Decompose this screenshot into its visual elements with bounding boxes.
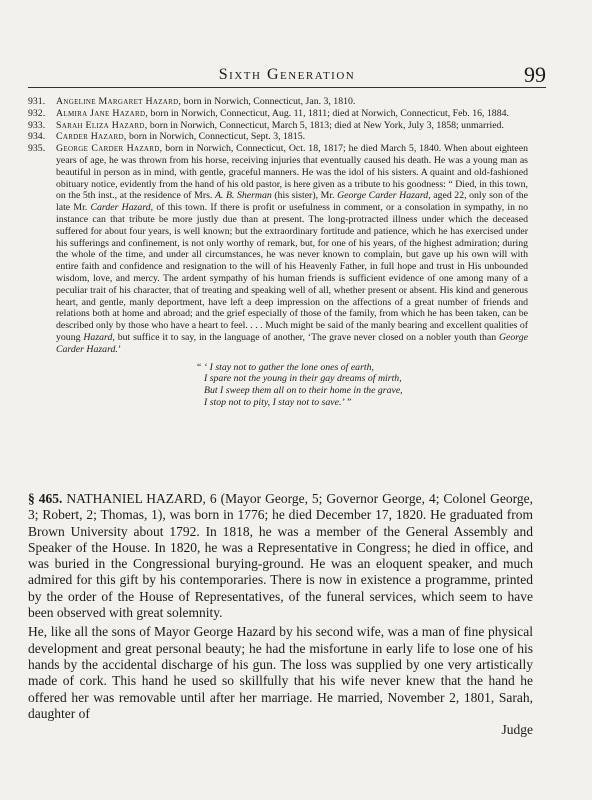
section-465: [28, 491, 533, 738]
entry-text: born in Norwich, Connecticut, Aug. 11, 1811; died at Norwich, Connecticut, Feb. 16, 1884.: [148, 107, 509, 119]
entry-text: born in Norwich, Connecticut, Oct. 18, 1817; he died March 5, 1840. When about eighteen years of age, he was thrown from his horse, receiving injuries that eventually caused his death. He was a young man as beautiful in person as in mind, with gentle, graceful manners. He was the idol of his sisters. A quaint and old-fashioned obituary notice, evidently from the hand of his old pastor, is here given as a tribute to his goodness:: [56, 143, 528, 190]
poem-line: I stop not to pity, I stay not to save.’ ”: [204, 396, 352, 408]
obit-text: but suffice it to say, in the language of another, ‘The grave never closed on a nobler youth than: [114, 331, 499, 343]
entry-number: 934.: [28, 131, 46, 143]
obit-text: aged 22, only son of the late Mr.: [56, 190, 528, 214]
entry-number: 935.: [28, 143, 46, 155]
obituary-quote: [56, 179, 528, 355]
entry-name: Sarah Eliza Hazard,: [56, 119, 148, 131]
running-title: [28, 66, 546, 84]
genealogy-entries: [28, 96, 528, 409]
obit-italic: A. B. Sherman: [214, 190, 272, 202]
poem-line: “ ‘ I stay not to gather the lone ones of earth,: [196, 361, 374, 373]
entry-934: [28, 131, 528, 143]
entry-935: [28, 143, 528, 409]
entry-name: Carder Hazard,: [56, 131, 127, 143]
running-header: [28, 62, 546, 90]
catchword: Judge: [501, 722, 533, 738]
entry-933: [28, 120, 528, 132]
entry-931: [28, 96, 528, 108]
poem-line: I spare not the young in their gay dreams of mirth,: [204, 373, 402, 385]
obit-text: “ Died, in this town, on the 5th inst., at the residence of Mrs.: [56, 178, 528, 202]
title-initial-2: G: [266, 66, 281, 83]
obit-text: ’: [117, 343, 122, 355]
entry-name: George Carder Hazard,: [56, 143, 163, 155]
title-part-2: eneration: [280, 66, 356, 83]
entry-text: born in Norwich, Connecticut, Sept. 3, 1815.: [126, 131, 306, 143]
entry-text: born in Norwich, Connecticut, March 5, 1813; died at New York, July 3, 1858; unmarried.: [147, 119, 504, 131]
section-name: NATHANIEL HAZARD,: [62, 491, 206, 506]
obit-text: of this town. If there is profit or usefulness in comment, or a consolation in sympathy, in no instance can that tribute be more justly due than at present. The long-protracted illness under which the deceased suffered for about four years, is well known; but the extraordinary fortitude and patience, which he has exercised under his sufferings and confinement, is not only worthy of remark, but, for one of his years, of the highest admiration; during the whole of the time, and under all circumstances, he was never known to complain, but gave up his own will with entire faith and confidence and resignation to the will of his Heavenly Father, in full hope and trust in His unbounded wisdom, love, and mercy. The ardent sympathy of his human friends is sufficient evidence of one among many of a peculiar trait of his character, that of treating and speaking well of all, whether present or absent. His kind and generous heart, and gentle, manly deportment, have left a deep impression on the affections of a great number of friends and relations both at home and abroad; and the grief especially of those of the family, from which he has been taken, can be described only by those who have a heart to feel. . . . Much might be said of the manly bearing and excellent qualities of young: [56, 202, 528, 343]
page-number: 99: [524, 62, 546, 87]
header-rule: [28, 87, 546, 88]
obit-text: (his sister), Mr.: [271, 190, 338, 202]
entry-number: 931.: [28, 96, 46, 107]
section-paragraph: [28, 491, 533, 621]
entry-number: 932.: [28, 107, 46, 119]
section-text: 6 (Mayor George, 5; Governor George, 4; Colonel George, 3; Robert, 2; Thomas, 1), was born in 1776; he died December 17, 1820. He graduated from Brown University about 1792. In 1818, he was a member of the General Assembly and Speaker of the House. In 1820, he was a Representative in Congress; he died in office, and was buried in the Congressional burying-ground. He was an eloquent speaker, and much admired for this gift by his contemporaries. There is now in existence a programme, printed by the order of the House of Representatives, of the funeral services, which seem to have been observed with great solemnity.: [28, 491, 533, 621]
entry-text: born in Norwich, Connecticut, Jan. 3, 1810.: [181, 96, 356, 107]
obit-italic: George Carder Hazard.: [56, 331, 528, 355]
title-initial: S: [218, 66, 230, 83]
poem-line: But I sweep them all on to their home in the grave,: [204, 385, 403, 397]
title-part: ixth: [229, 66, 267, 83]
obit-italic: George Carder Hazard,: [337, 190, 431, 202]
poem-verse: [196, 362, 528, 409]
entry-name: Angeline Margaret Hazard,: [56, 96, 182, 107]
section-marker: § 465.: [28, 491, 63, 506]
entry-number: 933.: [28, 119, 46, 131]
obit-italic: Hazard,: [83, 331, 115, 343]
entry-name: Almira Jane Hazard,: [56, 107, 149, 119]
obit-italic: Carder Hazard,: [90, 202, 154, 214]
section-paragraph-2: He, like all the sons of Mayor George Hazard by his second wife, was a man of fine physical development and great personal beauty; he had the misfortune in early life to lose one of his hands by the accidental discharge of his gun. The loss was supplied by one very artistically made of cork. This hand he used so skillfully that his wife never knew that the hand he offered her was removable until after her marriage. He married, November 2, 1801, Sarah, daughter of: [28, 624, 533, 721]
entry-932: [28, 108, 528, 120]
